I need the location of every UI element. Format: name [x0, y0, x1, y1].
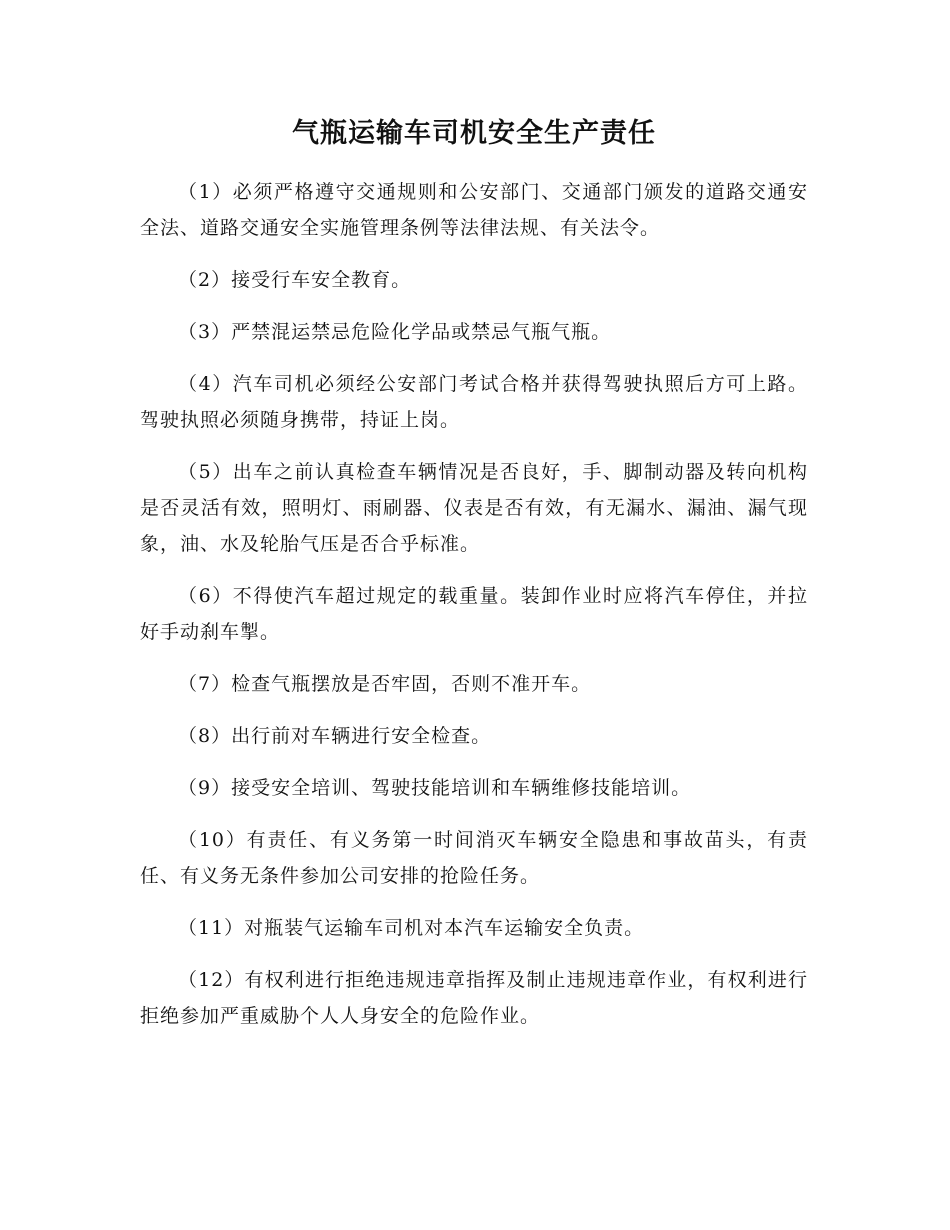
paragraph-1: （1）必须严格遵守交通规则和公安部门、交通部门颁发的道路交通安全法、道路交通安全实施管理条例等法律法规、有关法令。	[140, 181, 808, 239]
paragraph-9: （9）接受安全培训、驾驶技能培训和车辆维修技能培训。	[178, 777, 692, 799]
paragraph-4: （4）汽车司机必须经公安部门考试合格并获得驾驶执照后方可上路。驾驶执照必须随身携带，持证上岗。	[140, 373, 808, 431]
paragraph-2: （2）接受行车安全教育。	[178, 269, 412, 291]
document-content	[140, 112, 808, 1050]
paragraph-8: （8）出行前对车辆进行安全检查。	[178, 725, 492, 747]
paragraph-3: （3）严禁混运禁忌危险化学品或禁忌气瓶气瓶。	[178, 321, 612, 343]
paragraph-12: （12）有权利进行拒绝违规违章指挥及制止违规违章作业，有权利进行拒绝参加严重威胁个人人身安全的危险作业。	[140, 969, 808, 1027]
document-title: 气瓶运输车司机安全生产责任	[292, 118, 656, 149]
paragraph-7: （7）检查气瓶摆放是否牢固，否则不准开车。	[178, 673, 592, 695]
paragraph-5: （5）出车之前认真检查车辆情况是否良好，手、脚制动器及转向机构是否灵活有效，照明灯、雨刷器、仪表是否有效，有无漏水、漏油、漏气现象，油、水及轮胎气压是否合乎标准。	[140, 461, 808, 555]
paragraph-6: （6）不得使汽车超过规定的载重量。装卸作业时应将汽车停住，并拉好手动刹车掣。	[140, 585, 808, 643]
paragraph-10: （10）有责任、有义务第一时间消灭车辆安全隐患和事故苗头，有责任、有义务无条件参加公司安排的抢险任务。	[140, 829, 808, 887]
paragraph-11: （11）对瓶装气运输车司机对本汽车运输安全负责。	[178, 917, 645, 939]
